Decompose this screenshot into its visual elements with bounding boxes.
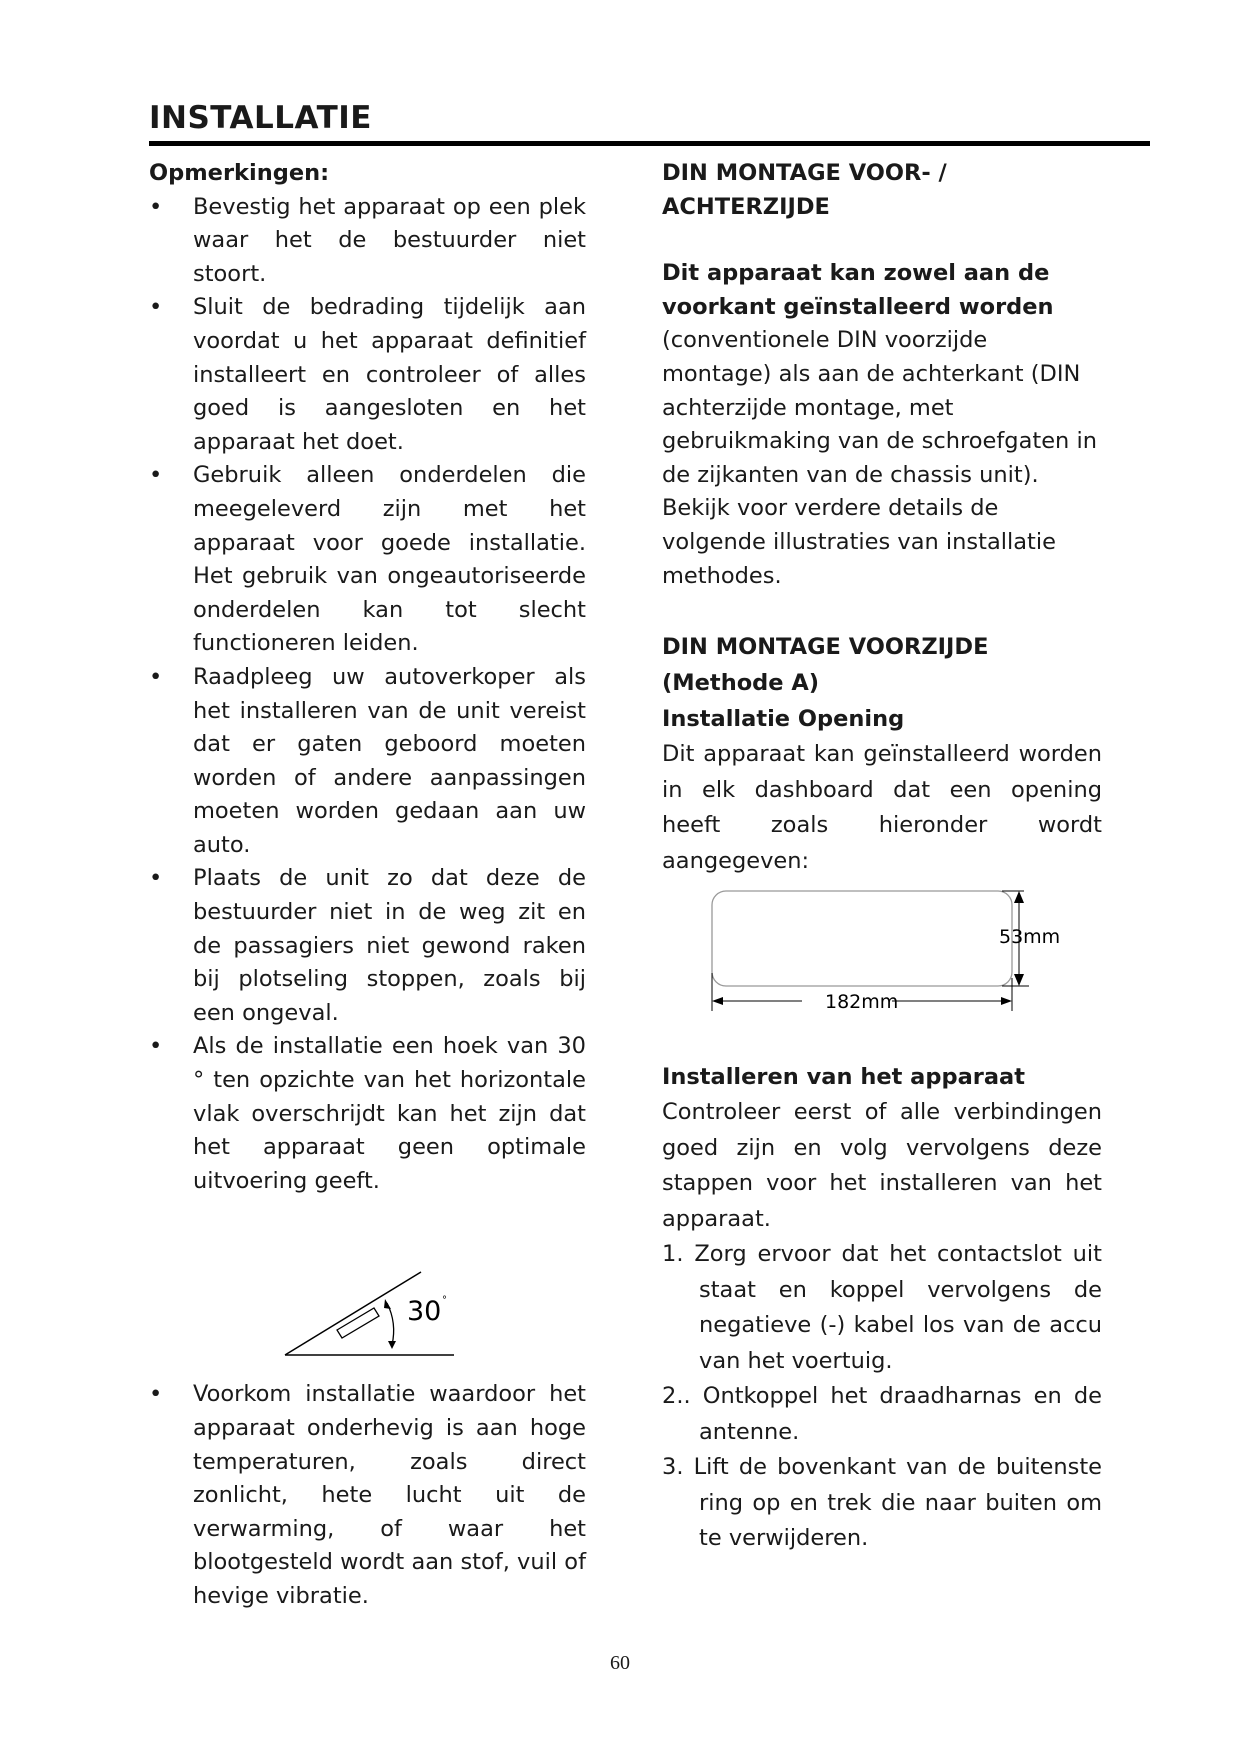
list-item: • Sluit de bedrading tijdelijk aan voordat u het apparaat definitief installeert en controleer of alles goed is aangesloten en het apparaat het doet. xyxy=(149,291,586,459)
intro-bold: Dit apparaat kan zowel aan de voorkant geïnstalleerd worden xyxy=(662,260,1054,320)
install-text: Controleer eerst of alle verbindingen goed zijn en volg vervolgens deze stappen voor het installeren van het apparaat. xyxy=(662,1099,1102,1232)
din-heading: DIN MONTAGE VOOR- / ACHTERZIJDE xyxy=(662,160,947,220)
angle-label: 30 xyxy=(407,1296,442,1328)
notes-heading: Opmerkingen: xyxy=(149,160,330,186)
din-front-heading: DIN MONTAGE VOORZIJDE xyxy=(662,634,989,661)
angle-degree: ° xyxy=(442,1295,447,1307)
width-label: 182mm xyxy=(825,991,899,1014)
step-item: 3. Lift de bovenkant van de buitenste ring op en trek die naar buiten om te verwijderen. xyxy=(662,1454,1102,1552)
step-item: 1. Zorg ervoor dat het contactslot uit staat en koppel vervolgens de negatieve (-) kabel los van de accu van het voertuig. xyxy=(662,1241,1102,1374)
install-heading: Installeren van het apparaat xyxy=(662,1064,1025,1091)
list-item: • Als de installatie een hoek van 30 ° ten opzichte van het horizontale vlak overschrijdt kan het zijn dat het apparaat geen optimale uitvoering geeft. xyxy=(149,1030,586,1198)
list-item: • Gebruik alleen onderdelen die meegeleverd zijn met het apparaat voor goede installatie. Het gebruik van ongeautoriseerde onderdelen kan tot slecht functioneren leiden. xyxy=(149,459,586,661)
notes-list xyxy=(149,191,586,1199)
angle-diagram xyxy=(149,1208,586,1378)
right-column xyxy=(662,157,1102,1557)
title-rule xyxy=(149,141,1150,146)
list-item: • Voorkom installatie waardoor het apparaat onderhevig is aan hoge temperaturen, zoals direct zonlicht, hete lucht uit de verwarming, of waar het blootgesteld wordt aan stof, vuil of hevige vibratie. xyxy=(149,1378,586,1613)
page-title: INSTALLATIE xyxy=(149,100,372,136)
left-column xyxy=(149,157,586,1614)
method-heading: (Methode A) xyxy=(662,670,820,697)
opening-heading: Installatie Opening xyxy=(662,706,905,733)
step-item: 2.. Ontkoppel het draadharnas en de antenne. xyxy=(662,1383,1102,1445)
list-item: • Plaats de unit zo dat deze de bestuurder niet in de weg zit en de passagiers niet gewond raken bij plotseling stoppen, zoals bij een ongeval. xyxy=(149,862,586,1030)
list-item: • Raadpleeg uw autoverkoper als het installeren van de unit vereist dat er gaten geboord moeten worden of andere aanpassingen moeten worden gedaan aan uw auto. xyxy=(149,661,586,863)
list-item: • Bevestig het apparaat op een plek waar het de bestuurder niet stoort. xyxy=(149,191,586,292)
opening-dimension-diagram xyxy=(662,883,1102,1023)
install-steps xyxy=(662,1237,1102,1557)
intro-text: (conventionele DIN voorzijde montage) als aan de achterkant (DIN achterzijde montage, met gebruikmaking van de schroefgaten in de zijkanten van de chassis unit). Bekijk voor verdere details de volgende illustraties van installatie methodes. xyxy=(662,327,1097,589)
height-label: 53mm xyxy=(999,926,1061,949)
page-number: 60 xyxy=(610,1652,630,1674)
opening-text: Dit apparaat kan geïnstalleerd worden in elk dashboard dat een opening heeft zoals hieronder wordt aangegeven: xyxy=(662,741,1102,874)
notes-list-continued xyxy=(149,1378,586,1613)
